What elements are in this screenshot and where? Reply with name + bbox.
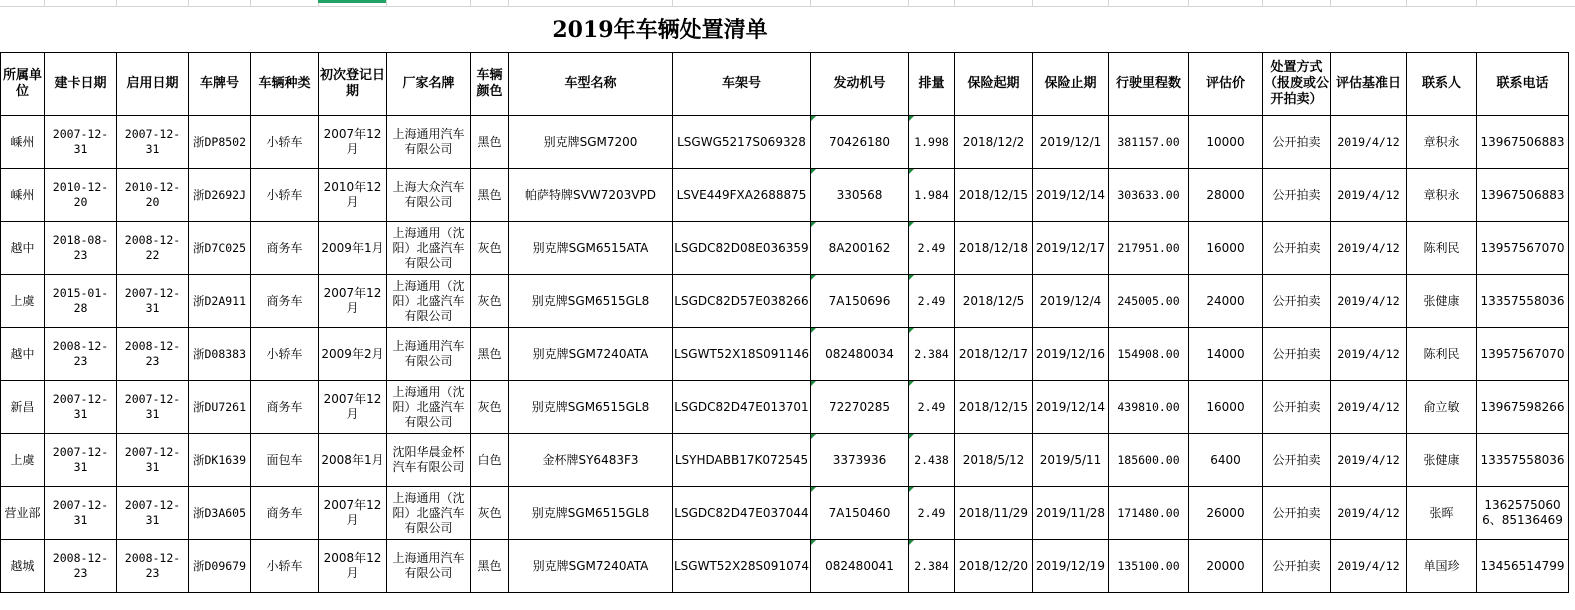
cell-phone[interactable]: 13967506883 xyxy=(1477,169,1569,222)
cell-model-name[interactable]: 金杯牌SY6483F3 xyxy=(509,434,673,487)
cell-mileage[interactable]: 171480.00 xyxy=(1109,487,1189,540)
cell-model-name[interactable]: 别克牌SGM7240ATA xyxy=(509,540,673,593)
col-header-contact: 联系人 xyxy=(1407,53,1477,116)
cell-engine-no[interactable]: 330568 xyxy=(811,169,909,222)
cell-mileage[interactable]: 185600.00 xyxy=(1109,434,1189,487)
col-header-vin: 车架号 xyxy=(673,53,811,116)
cell-appraisal[interactable]: 24000 xyxy=(1189,275,1263,328)
col-header-engine-no: 发动机号 xyxy=(811,53,909,116)
cell-vehicle-type[interactable]: 小轿车 xyxy=(251,540,319,593)
cell-card-date[interactable]: 2007-12-31 xyxy=(45,381,117,434)
cell-plate[interactable]: 浙D2A911 xyxy=(189,275,251,328)
cell-vin[interactable]: LSGDC82D57E038266 xyxy=(673,275,811,328)
cell-engine-no[interactable]: 70426180 xyxy=(811,116,909,169)
cell-insurance-start[interactable]: 2018/12/5 xyxy=(955,275,1033,328)
cell-color[interactable]: 灰色 xyxy=(471,381,509,434)
col-header-manufacturer: 厂家名牌 xyxy=(387,53,471,116)
col-header-insurance-start: 保险起期 xyxy=(955,53,1033,116)
cell-start-date[interactable]: 2007-12-31 xyxy=(117,434,189,487)
cell-card-date[interactable]: 2007-12-31 xyxy=(45,487,117,540)
col-header-first-reg-date: 初次登记日期 xyxy=(319,53,387,116)
cell-vehicle-type[interactable]: 商务车 xyxy=(251,487,319,540)
cell-vehicle-type[interactable]: 商务车 xyxy=(251,381,319,434)
cell-displacement[interactable]: 2.438 xyxy=(909,434,955,487)
cell-disposal-method[interactable]: 公开拍卖 xyxy=(1263,381,1331,434)
cell-vin[interactable]: LSGDC82D47E013701 xyxy=(673,381,811,434)
cell-manufacturer[interactable]: 沈阳华晨金杯汽车有限公司 xyxy=(387,434,471,487)
cell-color[interactable]: 黑色 xyxy=(471,328,509,381)
cell-insurance-end[interactable]: 2019/12/14 xyxy=(1033,381,1109,434)
table-row xyxy=(1,169,1569,222)
cell-plate[interactable]: 浙D2692J xyxy=(189,169,251,222)
col-header-insurance-end: 保险止期 xyxy=(1033,53,1109,116)
col-header-start-date: 启用日期 xyxy=(117,53,189,116)
cell-plate[interactable]: 浙DP8502 xyxy=(189,116,251,169)
cell-disposal-method[interactable]: 公开拍卖 xyxy=(1263,116,1331,169)
cell-mileage[interactable]: 245005.00 xyxy=(1109,275,1189,328)
cell-first-reg-date[interactable]: 2009年2月 xyxy=(319,328,387,381)
cell-start-date[interactable]: 2007-12-31 xyxy=(117,487,189,540)
cell-insurance-start[interactable]: 2018/12/15 xyxy=(955,169,1033,222)
cell-appraisal[interactable]: 6400 xyxy=(1189,434,1263,487)
cell-appraisal-base-date[interactable]: 2019/4/12 xyxy=(1331,169,1407,222)
table-row xyxy=(1,434,1569,487)
cell-insurance-end[interactable]: 2019/5/11 xyxy=(1033,434,1109,487)
cell-manufacturer[interactable]: 上海大众汽车有限公司 xyxy=(387,169,471,222)
cell-plate[interactable]: 浙D3A605 xyxy=(189,487,251,540)
cell-model-name[interactable]: 帕萨特牌SVW7203VPD xyxy=(509,169,673,222)
cell-insurance-end[interactable]: 2019/12/19 xyxy=(1033,540,1109,593)
cell-contact[interactable]: 单国珍 xyxy=(1407,540,1477,593)
cell-plate[interactable]: 浙DU7261 xyxy=(189,381,251,434)
cell-insurance-end[interactable]: 2019/12/17 xyxy=(1033,222,1109,275)
cell-manufacturer[interactable]: 上海通用汽车有限公司 xyxy=(387,328,471,381)
cell-manufacturer[interactable]: 上海通用（沈阳）北盛汽车有限公司 xyxy=(387,487,471,540)
cell-manufacturer[interactable]: 上海通用汽车有限公司 xyxy=(387,116,471,169)
cell-appraisal[interactable]: 16000 xyxy=(1189,222,1263,275)
cell-disposal-method[interactable]: 公开拍卖 xyxy=(1263,328,1331,381)
cell-vehicle-type[interactable]: 面包车 xyxy=(251,434,319,487)
cell-unit[interactable]: 营业部 xyxy=(1,487,45,540)
vehicle-disposal-table xyxy=(0,52,1569,593)
cell-vehicle-type[interactable]: 商务车 xyxy=(251,222,319,275)
col-header-phone: 联系电话 xyxy=(1477,53,1569,116)
col-header-card-date: 建卡日期 xyxy=(45,53,117,116)
cell-unit[interactable]: 越中 xyxy=(1,328,45,381)
cell-engine-no[interactable]: 7A150696 xyxy=(811,275,909,328)
cell-first-reg-date[interactable]: 2008年1月 xyxy=(319,434,387,487)
col-header-appraisal-base-date: 评估基准日 xyxy=(1331,53,1407,116)
cell-first-reg-date[interactable]: 2007年12月 xyxy=(319,275,387,328)
table-row xyxy=(1,116,1569,169)
cell-appraisal[interactable]: 14000 xyxy=(1189,328,1263,381)
cell-model-name[interactable]: 别克牌SGM6515GL8 xyxy=(509,487,673,540)
cell-insurance-end[interactable]: 2019/11/28 xyxy=(1033,487,1109,540)
cell-appraisal[interactable]: 20000 xyxy=(1189,540,1263,593)
cell-insurance-start[interactable]: 2018/12/20 xyxy=(955,540,1033,593)
cell-mileage[interactable]: 381157.00 xyxy=(1109,116,1189,169)
cell-vin[interactable]: LSVE449FXA2688875 xyxy=(673,169,811,222)
cell-contact[interactable]: 陈利民 xyxy=(1407,328,1477,381)
cell-manufacturer[interactable]: 上海通用（沈阳）北盛汽车有限公司 xyxy=(387,275,471,328)
cell-model-name[interactable]: 别克牌SGM7200 xyxy=(509,116,673,169)
cell-vin[interactable]: LSGWT52X28S091074 xyxy=(673,540,811,593)
cell-unit[interactable]: 新昌 xyxy=(1,381,45,434)
cell-displacement[interactable]: 1.984 xyxy=(909,169,955,222)
cell-engine-no[interactable]: 3373936 xyxy=(811,434,909,487)
cell-vehicle-type[interactable]: 商务车 xyxy=(251,275,319,328)
cell-vehicle-type[interactable]: 小轿车 xyxy=(251,328,319,381)
cell-vehicle-type[interactable]: 小轿车 xyxy=(251,169,319,222)
cell-engine-no[interactable]: 082480034 xyxy=(811,328,909,381)
cell-vin[interactable]: LSGDC82D08E036359 xyxy=(673,222,811,275)
cell-color[interactable]: 灰色 xyxy=(471,487,509,540)
cell-first-reg-date[interactable]: 2010年12月 xyxy=(319,169,387,222)
cell-contact[interactable]: 张健康 xyxy=(1407,434,1477,487)
cell-appraisal[interactable]: 28000 xyxy=(1189,169,1263,222)
cell-disposal-method[interactable]: 公开拍卖 xyxy=(1263,275,1331,328)
cell-insurance-start[interactable]: 2018/12/15 xyxy=(955,381,1033,434)
cell-card-date[interactable]: 2007-12-31 xyxy=(45,116,117,169)
cell-vin[interactable]: LSGWG5217S069328 xyxy=(673,116,811,169)
cell-engine-no[interactable]: 082480041 xyxy=(811,540,909,593)
table-row xyxy=(1,222,1569,275)
cell-displacement[interactable]: 2.49 xyxy=(909,222,955,275)
cell-phone[interactable]: 13967506883 xyxy=(1477,116,1569,169)
cell-unit[interactable]: 越城 xyxy=(1,540,45,593)
col-header-displacement: 排量 xyxy=(909,53,955,116)
cell-displacement[interactable]: 2.49 xyxy=(909,487,955,540)
col-header-color: 车辆颜色 xyxy=(471,53,509,116)
cell-first-reg-date[interactable]: 2007年12月 xyxy=(319,487,387,540)
cell-appraisal-base-date[interactable]: 2019/4/12 xyxy=(1331,275,1407,328)
cell-insurance-start[interactable]: 2018/5/12 xyxy=(955,434,1033,487)
cell-phone[interactable]: 13625750606、85136469 xyxy=(1477,487,1569,540)
cell-appraisal-base-date[interactable]: 2019/4/12 xyxy=(1331,116,1407,169)
cell-vin[interactable]: LSGWT52X18S091146 xyxy=(673,328,811,381)
col-header-model-name: 车型名称 xyxy=(509,53,673,116)
cell-vin[interactable]: LSGDC82D47E037044 xyxy=(673,487,811,540)
cell-plate[interactable]: 浙D09679 xyxy=(189,540,251,593)
table-row xyxy=(1,487,1569,540)
cell-start-date[interactable]: 2008-12-22 xyxy=(117,222,189,275)
cell-phone[interactable]: 13957567070 xyxy=(1477,222,1569,275)
header-row xyxy=(1,53,1569,116)
cell-card-date[interactable]: 2010-12-20 xyxy=(45,169,117,222)
cell-vin[interactable]: LSYHDABB17K072545 xyxy=(673,434,811,487)
cell-color[interactable]: 灰色 xyxy=(471,275,509,328)
cell-contact[interactable]: 俞立敏 xyxy=(1407,381,1477,434)
cell-vehicle-type[interactable]: 小轿车 xyxy=(251,116,319,169)
cell-disposal-method[interactable]: 公开拍卖 xyxy=(1263,540,1331,593)
col-header-disposal-method: 处置方式（报废或公开拍卖） xyxy=(1263,53,1331,116)
cell-insurance-start[interactable]: 2018/11/29 xyxy=(955,487,1033,540)
cell-start-date[interactable]: 2007-12-31 xyxy=(117,116,189,169)
cell-card-date[interactable]: 2007-12-31 xyxy=(45,434,117,487)
cell-appraisal-base-date[interactable]: 2019/4/12 xyxy=(1331,381,1407,434)
cell-appraisal-base-date[interactable]: 2019/4/12 xyxy=(1331,540,1407,593)
cell-manufacturer[interactable]: 上海通用（沈阳）北盛汽车有限公司 xyxy=(387,381,471,434)
cell-contact[interactable]: 章积永 xyxy=(1407,169,1477,222)
cell-start-date[interactable]: 2008-12-23 xyxy=(117,328,189,381)
cell-disposal-method[interactable]: 公开拍卖 xyxy=(1263,169,1331,222)
cell-displacement[interactable]: 1.998 xyxy=(909,116,955,169)
cell-displacement[interactable]: 2.384 xyxy=(909,540,955,593)
cell-insurance-end[interactable]: 2019/12/4 xyxy=(1033,275,1109,328)
cell-color[interactable]: 黑色 xyxy=(471,169,509,222)
cell-model-name[interactable]: 别克牌SGM6515GL8 xyxy=(509,275,673,328)
cell-start-date[interactable]: 2007-12-31 xyxy=(117,275,189,328)
cell-engine-no[interactable]: 72270285 xyxy=(811,381,909,434)
cell-insurance-start[interactable]: 2018/12/18 xyxy=(955,222,1033,275)
cell-model-name[interactable]: 别克牌SGM7240ATA xyxy=(509,328,673,381)
cell-first-reg-date[interactable]: 2007年12月 xyxy=(319,116,387,169)
col-header-appraisal: 评估价 xyxy=(1189,53,1263,116)
cell-insurance-end[interactable]: 2019/12/14 xyxy=(1033,169,1109,222)
cell-disposal-method[interactable]: 公开拍卖 xyxy=(1263,434,1331,487)
spreadsheet-column-strip xyxy=(0,0,1575,7)
cell-color[interactable]: 黑色 xyxy=(471,540,509,593)
cell-phone[interactable]: 13357558036 xyxy=(1477,275,1569,328)
col-header-mileage: 行驶里程数 xyxy=(1109,53,1189,116)
cell-unit[interactable]: 嵊州 xyxy=(1,169,45,222)
cell-contact[interactable]: 章积永 xyxy=(1407,116,1477,169)
cell-appraisal[interactable]: 16000 xyxy=(1189,381,1263,434)
sheet-title: 2019年车辆处置清单 xyxy=(552,17,768,43)
cell-manufacturer[interactable]: 上海通用汽车有限公司 xyxy=(387,540,471,593)
cell-insurance-end[interactable]: 2019/12/1 xyxy=(1033,116,1109,169)
cell-disposal-method[interactable]: 公开拍卖 xyxy=(1263,222,1331,275)
cell-mileage[interactable]: 439810.00 xyxy=(1109,381,1189,434)
cell-color[interactable]: 灰色 xyxy=(471,222,509,275)
cell-phone[interactable]: 13967598266 xyxy=(1477,381,1569,434)
cell-unit[interactable]: 上虞 xyxy=(1,434,45,487)
table-row xyxy=(1,328,1569,381)
cell-appraisal-base-date[interactable]: 2019/4/12 xyxy=(1331,328,1407,381)
cell-plate[interactable]: 浙DK1639 xyxy=(189,434,251,487)
cell-card-date[interactable]: 2018-08-23 xyxy=(45,222,117,275)
cell-start-date[interactable]: 2010-12-20 xyxy=(117,169,189,222)
cell-mileage[interactable]: 303633.00 xyxy=(1109,169,1189,222)
cell-plate[interactable]: 浙D7C025 xyxy=(189,222,251,275)
cell-disposal-method[interactable]: 公开拍卖 xyxy=(1263,487,1331,540)
cell-displacement[interactable]: 2.49 xyxy=(909,275,955,328)
cell-mileage[interactable]: 217951.00 xyxy=(1109,222,1189,275)
cell-contact[interactable]: 张晖 xyxy=(1407,487,1477,540)
cell-color[interactable]: 黑色 xyxy=(471,116,509,169)
cell-mileage[interactable]: 135100.00 xyxy=(1109,540,1189,593)
cell-contact[interactable]: 陈利民 xyxy=(1407,222,1477,275)
col-header-vehicle-type: 车辆种类 xyxy=(251,53,319,116)
cell-card-date[interactable]: 2008-12-23 xyxy=(45,328,117,381)
cell-card-date[interactable]: 2015-01-28 xyxy=(45,275,117,328)
col-header-plate: 车牌号 xyxy=(189,53,251,116)
cell-start-date[interactable]: 2007-12-31 xyxy=(117,381,189,434)
cell-mileage[interactable]: 154908.00 xyxy=(1109,328,1189,381)
table-row xyxy=(1,540,1569,593)
col-header-unit: 所属单位 xyxy=(1,53,45,116)
cell-color[interactable]: 白色 xyxy=(471,434,509,487)
cell-plate[interactable]: 浙D08383 xyxy=(189,328,251,381)
cell-first-reg-date[interactable]: 2007年12月 xyxy=(319,381,387,434)
cell-card-date[interactable]: 2008-12-23 xyxy=(45,540,117,593)
cell-insurance-start[interactable]: 2018/12/2 xyxy=(955,116,1033,169)
cell-appraisal[interactable]: 26000 xyxy=(1189,487,1263,540)
cell-appraisal-base-date[interactable]: 2019/4/12 xyxy=(1331,222,1407,275)
table-row xyxy=(1,381,1569,434)
cell-model-name[interactable]: 别克牌SGM6515ATA xyxy=(509,222,673,275)
cell-appraisal-base-date[interactable]: 2019/4/12 xyxy=(1331,487,1407,540)
cell-unit[interactable]: 上虞 xyxy=(1,275,45,328)
cell-insurance-start[interactable]: 2018/12/17 xyxy=(955,328,1033,381)
cell-insurance-end[interactable]: 2019/12/16 xyxy=(1033,328,1109,381)
cell-appraisal[interactable]: 10000 xyxy=(1189,116,1263,169)
cell-phone[interactable]: 13456514799 xyxy=(1477,540,1569,593)
cell-contact[interactable]: 张健康 xyxy=(1407,275,1477,328)
cell-engine-no[interactable]: 8A200162 xyxy=(811,222,909,275)
table-row xyxy=(1,275,1569,328)
selected-column-indicator xyxy=(318,0,386,3)
cell-appraisal-base-date[interactable]: 2019/4/12 xyxy=(1331,434,1407,487)
cell-phone[interactable]: 13357558036 xyxy=(1477,434,1569,487)
cell-phone[interactable]: 13957567070 xyxy=(1477,328,1569,381)
cell-model-name[interactable]: 别克牌SGM6515GL8 xyxy=(509,381,673,434)
cell-unit[interactable]: 越中 xyxy=(1,222,45,275)
cell-first-reg-date[interactable]: 2009年1月 xyxy=(319,222,387,275)
table-body xyxy=(1,116,1569,593)
cell-manufacturer[interactable]: 上海通用（沈阳）北盛汽车有限公司 xyxy=(387,222,471,275)
cell-first-reg-date[interactable]: 2008年12月 xyxy=(319,540,387,593)
cell-start-date[interactable]: 2008-12-23 xyxy=(117,540,189,593)
cell-engine-no[interactable]: 7A150460 xyxy=(811,487,909,540)
cell-displacement[interactable]: 2.49 xyxy=(909,381,955,434)
cell-displacement[interactable]: 2.384 xyxy=(909,328,955,381)
cell-unit[interactable]: 嵊州 xyxy=(1,116,45,169)
